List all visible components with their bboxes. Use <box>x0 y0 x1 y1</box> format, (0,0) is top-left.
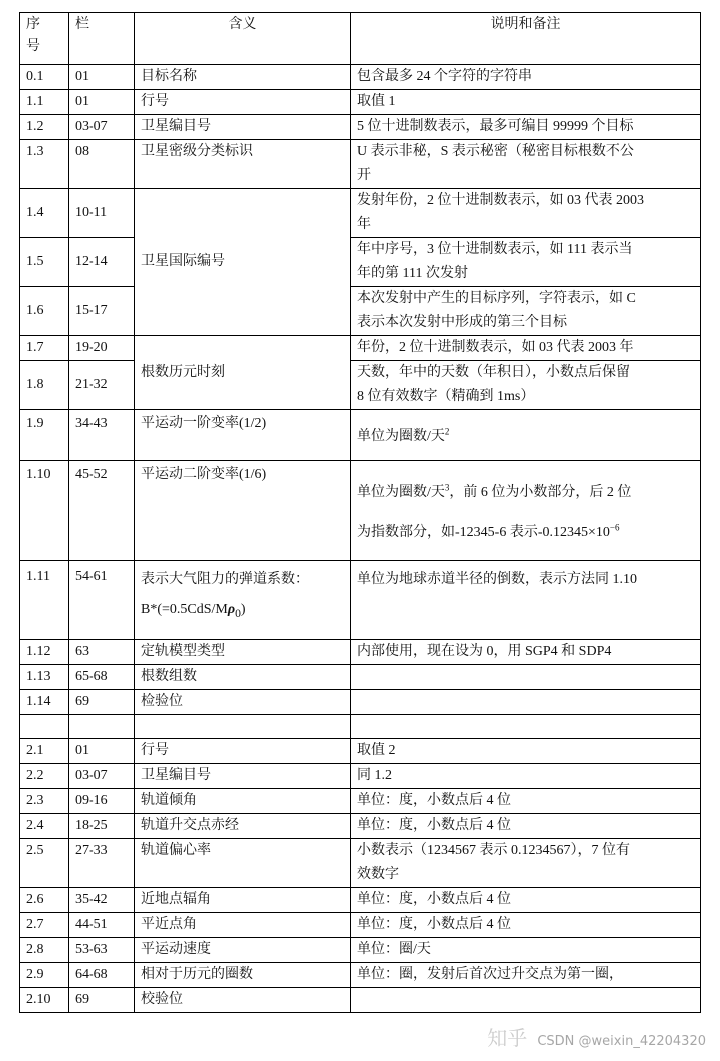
row-col: 27-33 <box>69 839 135 888</box>
row-meaning: 轨道倾角 <box>135 789 351 814</box>
row-notes: 单位：度，小数点后 4 位 <box>351 913 701 938</box>
row-meaning: 根数组数 <box>135 665 351 690</box>
row-notes <box>351 988 701 1013</box>
row-meaning: 平近点角 <box>135 913 351 938</box>
table-row <box>20 361 701 410</box>
row-notes: 单位：度，小数点后 4 位 <box>351 888 701 913</box>
row-col: 35-42 <box>69 888 135 913</box>
row-col: 12-14 <box>69 238 135 287</box>
row-notes: 取值 1 <box>351 90 701 115</box>
table-row <box>20 739 701 764</box>
row-seq: 2.8 <box>20 938 69 963</box>
row-col: 21-32 <box>69 361 135 410</box>
row-col: 69 <box>69 690 135 715</box>
row-notes: 单位为圈数/天$^2$ <box>351 410 701 461</box>
row-seq: 2.9 <box>20 963 69 988</box>
row-seq: 1.14 <box>20 690 69 715</box>
row-col: 03-07 <box>69 764 135 789</box>
zhihu-logo-text: 知乎 <box>487 1026 528 1050</box>
table-row <box>20 561 701 640</box>
row-seq: 1.2 <box>20 115 69 140</box>
row-meaning: 平运动二阶变率(1/6) <box>135 461 351 561</box>
row-seq: 1.13 <box>20 665 69 690</box>
table-row <box>20 65 701 90</box>
row-seq: 1.10 <box>20 461 69 561</box>
row-col: 15-17 <box>69 287 135 336</box>
header-notes: 说明和备注 <box>351 13 701 65</box>
row-meaning: 表示大气阻力的弹道系数： $B*(=0.5CdS/M\rho_0)$ <box>135 561 351 640</box>
tle-field-table <box>19 12 701 1013</box>
row-meaning: 行号 <box>135 90 351 115</box>
row-notes: U 表示非秘，S 表示秘密（秘密目标根数不公 开 <box>351 140 701 189</box>
row-meaning: 卫星编目号 <box>135 115 351 140</box>
merged-epoch: 根数历元时刻 <box>135 336 351 410</box>
row-seq: 1.11 <box>20 561 69 640</box>
row-notes: 5 位十进制数表示，最多可编目 99999 个目标 <box>351 115 701 140</box>
row-notes: 天数，年中的天数（年积日），小数点后保留 8 位有效数字（精确到 1ms） <box>351 361 701 410</box>
row-meaning: 卫星密级分类标识 <box>135 140 351 189</box>
row-col: 10-11 <box>69 189 135 238</box>
row-notes: 本次发射中产生的目标序列，字符表示，如 C 表示本次发射中形成的第三个目标 <box>351 287 701 336</box>
row-notes: 包含最多 24 个字符的字符串 <box>351 65 701 90</box>
row-col: 53-63 <box>69 938 135 963</box>
table-row <box>20 410 701 461</box>
row-meaning: 轨道偏心率 <box>135 839 351 888</box>
row-notes: 年份，2 位十进制数表示，如 03 代表 2003 年 <box>351 336 701 361</box>
row-col: 44-51 <box>69 913 135 938</box>
row-seq: 1.4 <box>20 189 69 238</box>
row-notes: 年中序号，3 位十进制数表示，如 111 表示当 年的第 111 次发射 <box>351 238 701 287</box>
spec-table-page <box>19 12 701 1013</box>
row-meaning: 检验位 <box>135 690 351 715</box>
table-row <box>20 963 701 988</box>
row-meaning: 近地点辐角 <box>135 888 351 913</box>
row-meaning: 卫星编目号 <box>135 764 351 789</box>
row-seq: 2.10 <box>20 988 69 1013</box>
table-row <box>20 287 701 336</box>
row-seq: 0.1 <box>20 65 69 90</box>
row-col: 18-25 <box>69 814 135 839</box>
row-seq: 2.6 <box>20 888 69 913</box>
table-row <box>20 115 701 140</box>
table-row <box>20 888 701 913</box>
row-notes: 单位为地球赤道半径的倒数，表示方法同 1.10 <box>351 561 701 640</box>
table-row <box>20 140 701 189</box>
row-col: 01 <box>69 65 135 90</box>
row-notes: 小数表示（1234567 表示 0.1234567），7 位有 效数字 <box>351 839 701 888</box>
row-notes: 单位：圈/天 <box>351 938 701 963</box>
row-seq: 1.6 <box>20 287 69 336</box>
row-meaning: 平运动一阶变率(1/2) <box>135 410 351 461</box>
row-col: 54-61 <box>69 561 135 640</box>
row-meaning: 轨道升交点赤经 <box>135 814 351 839</box>
row-meaning: 定轨模型类型 <box>135 640 351 665</box>
table-row <box>20 189 701 238</box>
table-row <box>20 789 701 814</box>
row-seq: 2.3 <box>20 789 69 814</box>
row-seq: 2.2 <box>20 764 69 789</box>
row-col: 45-52 <box>69 461 135 561</box>
row-notes <box>351 665 701 690</box>
row-seq: 1.3 <box>20 140 69 189</box>
row-seq: 2.4 <box>20 814 69 839</box>
table-row <box>20 814 701 839</box>
table-row <box>20 640 701 665</box>
table-row <box>20 839 701 888</box>
row-meaning: 校验位 <box>135 988 351 1013</box>
row-seq: 1.7 <box>20 336 69 361</box>
row-col: 19-20 <box>69 336 135 361</box>
row-seq: 2.1 <box>20 739 69 764</box>
row-seq: 1.1 <box>20 90 69 115</box>
table-row <box>20 90 701 115</box>
row-seq: 2.7 <box>20 913 69 938</box>
csdn-watermark-text: CSDN @weixin_42204320 <box>537 1034 706 1049</box>
row-meaning: 相对于历元的圈数 <box>135 963 351 988</box>
row-col: 08 <box>69 140 135 189</box>
row-col: 34-43 <box>69 410 135 461</box>
row-col: 01 <box>69 739 135 764</box>
header-seq: 序 号 <box>20 13 69 65</box>
row-meaning: 平运动速度 <box>135 938 351 963</box>
row-notes: 单位为圈数/天$^3$，前 6 位为小数部分，后 2 位 为指数部分，如-12345-6 表示$-0.12345\times 10^{-6}$ <box>351 461 701 561</box>
row-notes: 取值 2 <box>351 739 701 764</box>
table-row <box>20 690 701 715</box>
row-seq: 1.8 <box>20 361 69 410</box>
row-meaning: 行号 <box>135 739 351 764</box>
watermark <box>487 1022 706 1051</box>
table-header-row <box>20 13 701 65</box>
header-meaning: 含义 <box>135 13 351 65</box>
row-meaning: 目标名称 <box>135 65 351 90</box>
row-col: 63 <box>69 640 135 665</box>
table-row <box>20 336 701 361</box>
header-col: 栏 <box>69 13 135 65</box>
row-seq: 1.12 <box>20 640 69 665</box>
table-spacer-row <box>20 715 701 739</box>
table-row <box>20 764 701 789</box>
row-col: 03-07 <box>69 115 135 140</box>
row-col: 01 <box>69 90 135 115</box>
table-row <box>20 938 701 963</box>
row-notes: 单位：度，小数点后 4 位 <box>351 789 701 814</box>
table-row <box>20 988 701 1013</box>
row-seq: 1.5 <box>20 238 69 287</box>
table-row <box>20 461 701 561</box>
row-notes: 发射年份，2 位十进制数表示，如 03 代表 2003 年 <box>351 189 701 238</box>
table-row <box>20 665 701 690</box>
row-notes: 同 1.2 <box>351 764 701 789</box>
row-seq: 1.9 <box>20 410 69 461</box>
row-notes: 单位：圈，发射后首次过升交点为第一圈， <box>351 963 701 988</box>
row-col: 69 <box>69 988 135 1013</box>
row-col: 64-68 <box>69 963 135 988</box>
row-notes <box>351 690 701 715</box>
row-notes: 单位：度，小数点后 4 位 <box>351 814 701 839</box>
table-row <box>20 913 701 938</box>
merged-intl-designator: 卫星国际编号 <box>135 189 351 336</box>
table-row <box>20 238 701 287</box>
row-notes: 内部使用，现在设为 0，用 SGP4 和 SDP4 <box>351 640 701 665</box>
row-col: 65-68 <box>69 665 135 690</box>
row-seq: 2.5 <box>20 839 69 888</box>
row-col: 09-16 <box>69 789 135 814</box>
